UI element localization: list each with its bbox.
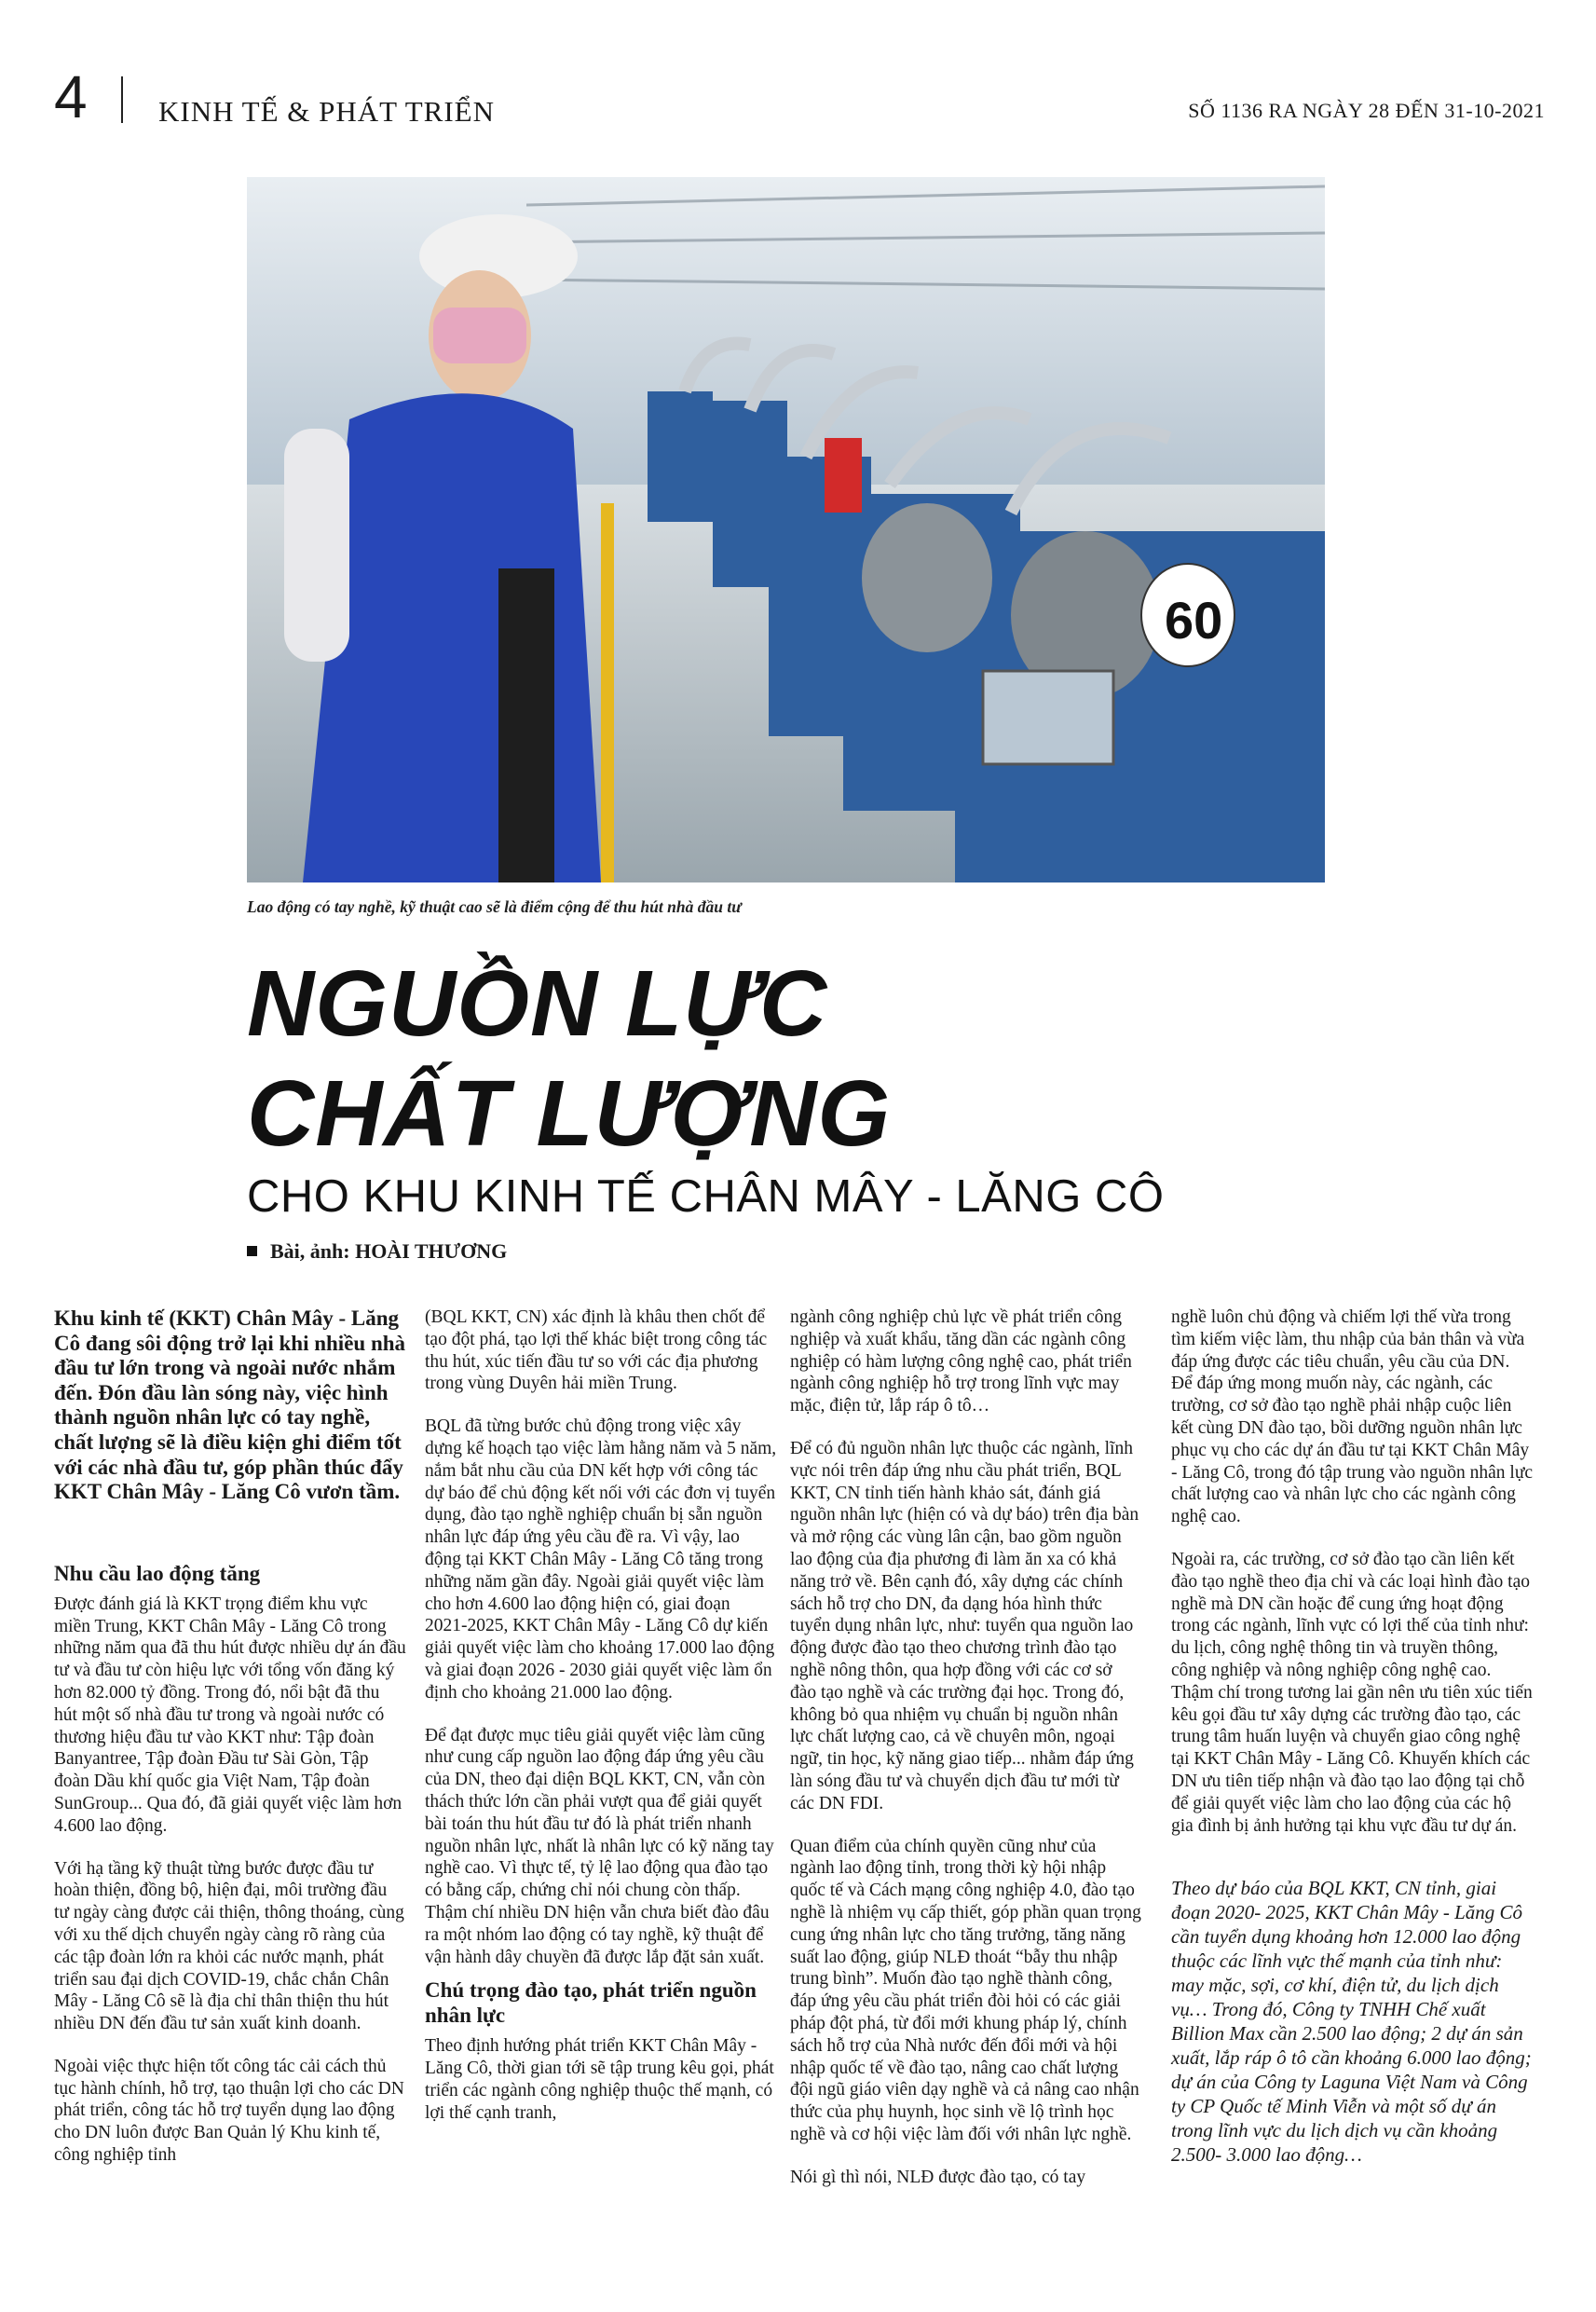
issue-info: SỐ 1136 RA NGÀY 28 ĐẾN 31-10-2021	[1188, 99, 1545, 122]
body-paragraph: BQL đã từng bước chủ động trong việc xây dựng kế hoạch tạo việc làm hằng năm và 5 năm, nắm bắt nhu cầu của DN kết hợp với công tác dự báo để chủ động kết nối với các đơn vị tuyển dụng, đào tạo nghề nghiệp chuẩn bị sẵn nguồn nhân lực đáp ứng yêu cầu đề ra. Vì vậy, lao động tại KKT Chân Mây - Lăng Cô tăng trong những năm gần đây. Ngoài giải quyết việc làm cho hơn 4.600 lao động hiện có, giai đoạn 2021-2025, KKT Chân Mây - Lăng Cô dự kiến giải quyết việc làm cho khoảng 17.000 lao động và giai đoạn 2026 - 2030 giải quyết việc làm ổn định cho khoảng 21.000 lao động.	[425, 1416, 777, 1703]
header-divider	[121, 76, 123, 123]
page-number: 4	[54, 63, 88, 130]
machine-number-label: 60	[1165, 591, 1223, 650]
square-bullet-icon	[247, 1246, 257, 1256]
forecast-note: Theo dự báo của BQL KKT, CN tỉnh, giai đoạn 2020- 2025, KKT Chân Mây - Lăng Cô cần tuyển dụng khoảng hơn 12.000 lao động thuộc các lĩnh vực thế mạnh của tỉnh như: may mặc, sợi, cơ khí, điện tử, du lịch dịch vụ… Trong đó, Công ty TNHH Chế xuất Billion Max cần 2.500 lao động; 2 dự án sản xuất, lắp ráp ô tô cần khoảng 6.000 lao động; dự án của Công ty Laguna Việt Nam và Công ty CP Quốc tế Minh Viễn và một số dự án trong lĩnh vực du lịch dịch vụ cần khoảng 2.500- 3.000 lao động…	[1171, 1877, 1532, 2167]
article-subtitle: CHO KHU KINH TẾ CHÂN MÂY - LĂNG CÔ	[247, 1171, 1165, 1222]
article-column-2	[425, 1306, 777, 2145]
article-title	[247, 949, 891, 1169]
byline	[247, 1239, 507, 1264]
body-paragraph: ngành công nghiệp chủ lực về phát triển công nghiệp và xuất khẩu, tăng dần các ngành công nghiệp có hàm lượng công nghệ cao, phát triển ngành công nghiệp hỗ trợ trong lĩnh vực may mặc, điện tử, lắp ráp ô tô…	[790, 1307, 1132, 1416]
article-title-line-1: NGUỒN LỰC	[247, 951, 828, 1056]
article-column-3	[790, 1306, 1142, 2209]
body-paragraph: Ngoài ra, các trường, cơ sở đào tạo cần liên kết đào tạo nghề theo địa chỉ và các loại hình đào tạo nghề mà DN cần hoặc để cung ứng hoạt động trong các ngành, lĩnh vực có lợi thế của tỉnh như: du lịch, công nghệ thông tin và truyền thông, công nghiệp và nông nghiệp công nghệ cao. Thậm chí trong tương lai gần nên ưu tiên xúc tiến kêu gọi đầu tư xây dựng các trường đào tạo, các trung tâm huấn luyện và chuyển giao công nghệ tại KKT Chân Mây - Lăng Cô. Khuyến khích các DN ưu tiên tiếp nhận và đào tạo lao động tại chỗ để giải quyết việc làm cho lao động của các hộ gia đình bị ảnh hưởng tại khu vực đầu tư dự án.	[1171, 1549, 1533, 1836]
body-paragraph: Nói gì thì nói, NLĐ được đào tạo, có tay	[790, 2167, 1086, 2187]
subheading: Nhu cầu lao động tăng	[54, 1561, 261, 1585]
section-name: KINH TẾ & PHÁT TRIỂN	[158, 95, 495, 128]
subheading: Chú trọng đào tạo, phát triển nguồn nhân lực	[425, 1978, 757, 2028]
article-photo	[247, 177, 1325, 882]
body-paragraph: Quan điểm của chính quyền cũng như của ngành lao động tỉnh, trong thời kỳ hội nhập quốc tế và Cách mạng công nghiệp 4.0, đào tạo nghề là nhiệm vụ cấp thiết, góp phần quan trọng cung ứng nhân lực cho tăng trưởng, tăng năng suất lao động, giúp NLĐ thoát “bẫy thu nhập trung bình”. Muốn đào tạo nghề thành công, đáp ứng yêu cầu phát triển đòi hỏi có các giải pháp đột phá, từ đổi mới khung pháp lý, chính sách hỗ trợ của Nhà nước đến đổi mới và hội nhập quốc tế về đào tạo, nâng cao chất lượng đội ngũ giáo viên dạy nghề và cả nâng cao nhận thức của phụ huynh, học sinh về lộ trình học nghề và cơ hội việc làm đối với nhân lực nghề.	[790, 1836, 1141, 2144]
article-column-4	[1171, 1306, 1535, 2187]
body-paragraph: Với hạ tầng kỹ thuật từng bước được đầu tư hoàn thiện, đồng bộ, hiện đại, môi trường đầu tư ngày càng được cải thiện, thông thoáng, cùng với xu thế dịch chuyển ngày càng rõ ràng của các tập đoàn lớn ra khỏi các nước mạnh, phát triển sau đại dịch COVID-19, chắc chắn Chân Mây - Lăng Cô sẽ là địa chỉ thân thiện thu hút nhiều DN đến đầu tư sản xuất kinh doanh.	[54, 1858, 404, 2034]
body-paragraph: Để đạt được mục tiêu giải quyết việc làm cũng như cung cấp nguồn lao động đáp ứng yêu cầu của DN, theo đại diện BQL KKT, CN, vẫn còn thách thức lớn cần phải vượt qua để giải quyết bài toán thu hút đầu tư đó là phát triển nhanh nguồn nhân lực, nhất là nhân lực có kỹ năng tay nghề cao. Vì thực tế, tỷ lệ lao động qua đào tạo có bằng cấp, chứng chỉ nói chung còn thấp. Thậm chí nhiều DN hiện vẫn chưa biết đào đâu ra một nhóm lao động có tay nghề, kỹ thuật để vận hành dây chuyền đã được lắp đặt sản xuất.	[425, 1725, 774, 1967]
body-paragraph: Ngoài việc thực hiện tốt công tác cải cách thủ tục hành chính, hỗ trợ, tạo thuận lợi cho các DN phát triển, công tác hỗ trợ tuyển dụng lao động cho DN luôn được Ban Quản lý Khu kinh tế, công nghiệp tỉnh	[54, 2056, 404, 2166]
body-paragraph: nghề luôn chủ động và chiếm lợi thế vừa trong tìm kiếm việc làm, thu nhập của bản thân và vừa đáp ứng được các tiêu chuẩn, yêu cầu của DN. Để đáp ứng mong muốn này, các ngành, các trường, cơ sở đào tạo nghề phải nhập cuộc liên kết cùng DN đào tạo, bồi dưỡng nguồn nhân lực phục vụ cho các dự án đầu tư tại KKT Chân Mây - Lăng Cô, trong đó tập trung vào nguồn nhân lực chất lượng cao và nhân lực cho các ngành công nghệ cao.	[1171, 1307, 1534, 1527]
body-paragraph: Được đánh giá là KKT trọng điểm khu vực miền Trung, KKT Chân Mây - Lăng Cô trong những năm qua đã thu hút được nhiều dự án đầu tư và đầu tư còn hiệu lực với tổng vốn đăng ký hơn 82.000 tỷ đồng. Trong đó, nổi bật đã thu hút một số nhà đầu tư trong và ngoài nước có thương hiệu đầu tư vào KKT như: Tập đoàn Banyantree, Tập đoàn Đầu tư Sài Gòn, Tập đoàn Dầu khí quốc gia Việt Nam, Tập đoàn SunGroup... Qua đó, đã giải quyết việc làm hơn 4.600 lao động.	[54, 1594, 406, 1836]
body-paragraph: (BQL KKT, CN) xác định là khâu then chốt để tạo đột phá, tạo lợi thế khác biệt trong công tác thu hút, xúc tiến đầu tư so với các địa phương trong vùng Duyên hải miền Trung.	[425, 1307, 768, 1394]
body-paragraph: Để có đủ nguồn nhân lực thuộc các ngành, lĩnh vực nói trên đáp ứng nhu cầu phát triển, BQL KKT, CN tỉnh tiến hành khảo sát, đánh giá nguồn nhân lực (hiện có và dự báo) trên địa bàn và mở rộng các vùng lân cận, bao gồm nguồn lao động của địa phương đi làm ăn xa có khả năng trở về. Bên cạnh đó, xây dựng các chính sách hỗ trợ cho DN, đa dạng hóa hình thức tuyển dụng nhân lực, như: tuyển qua nguồn lao động được đào tạo theo chương trình đào tạo nghề nông thôn, qua hợp đồng với các cơ sở đào tạo nghề và các trường đại học. Trong đó, không bỏ qua nhiệm vụ chuẩn bị nguồn nhân lực chất lượng cao, cả về chuyên môn, ngoại ngữ, tin học, kỹ năng giao tiếp... nhằm đáp ứng làn sóng đầu tư và chuyển dịch đầu tư mới từ các DN FDI.	[790, 1438, 1139, 1813]
lead-paragraph: Khu kinh tế (KKT) Chân Mây - Lăng Cô đang sôi động trở lại khi nhiều nhà đầu tư lớn trong và ngoài nước nhắm đến. Đón đầu làn sóng này, việc hình thành nguồn nhân lực có tay nghề, chất lượng sẽ là điều kiện ghi điểm tốt với các nhà đầu tư, góp phần thúc đẩy KKT Chân Mây - Lăng Cô vươn tầm.	[54, 1306, 406, 1504]
article-title-line-2: CHẤT LƯỢNG	[247, 1061, 892, 1166]
byline-text: Bài, ảnh: HOÀI THƯƠNG	[270, 1239, 508, 1263]
page-header	[54, 63, 1545, 132]
body-paragraph: Theo định hướng phát triển KKT Chân Mây - Lăng Cô, thời gian tới sẽ tập trung kêu gọi, phát triển các ngành công nghiệp thuộc thế mạnh, có lợi thế cạnh tranh,	[425, 2036, 774, 2123]
article-column-1	[54, 1306, 406, 2187]
photo-caption: Lao động có tay nghề, kỹ thuật cao sẽ là điểm cộng để thu hút nhà đầu tư	[247, 897, 742, 916]
